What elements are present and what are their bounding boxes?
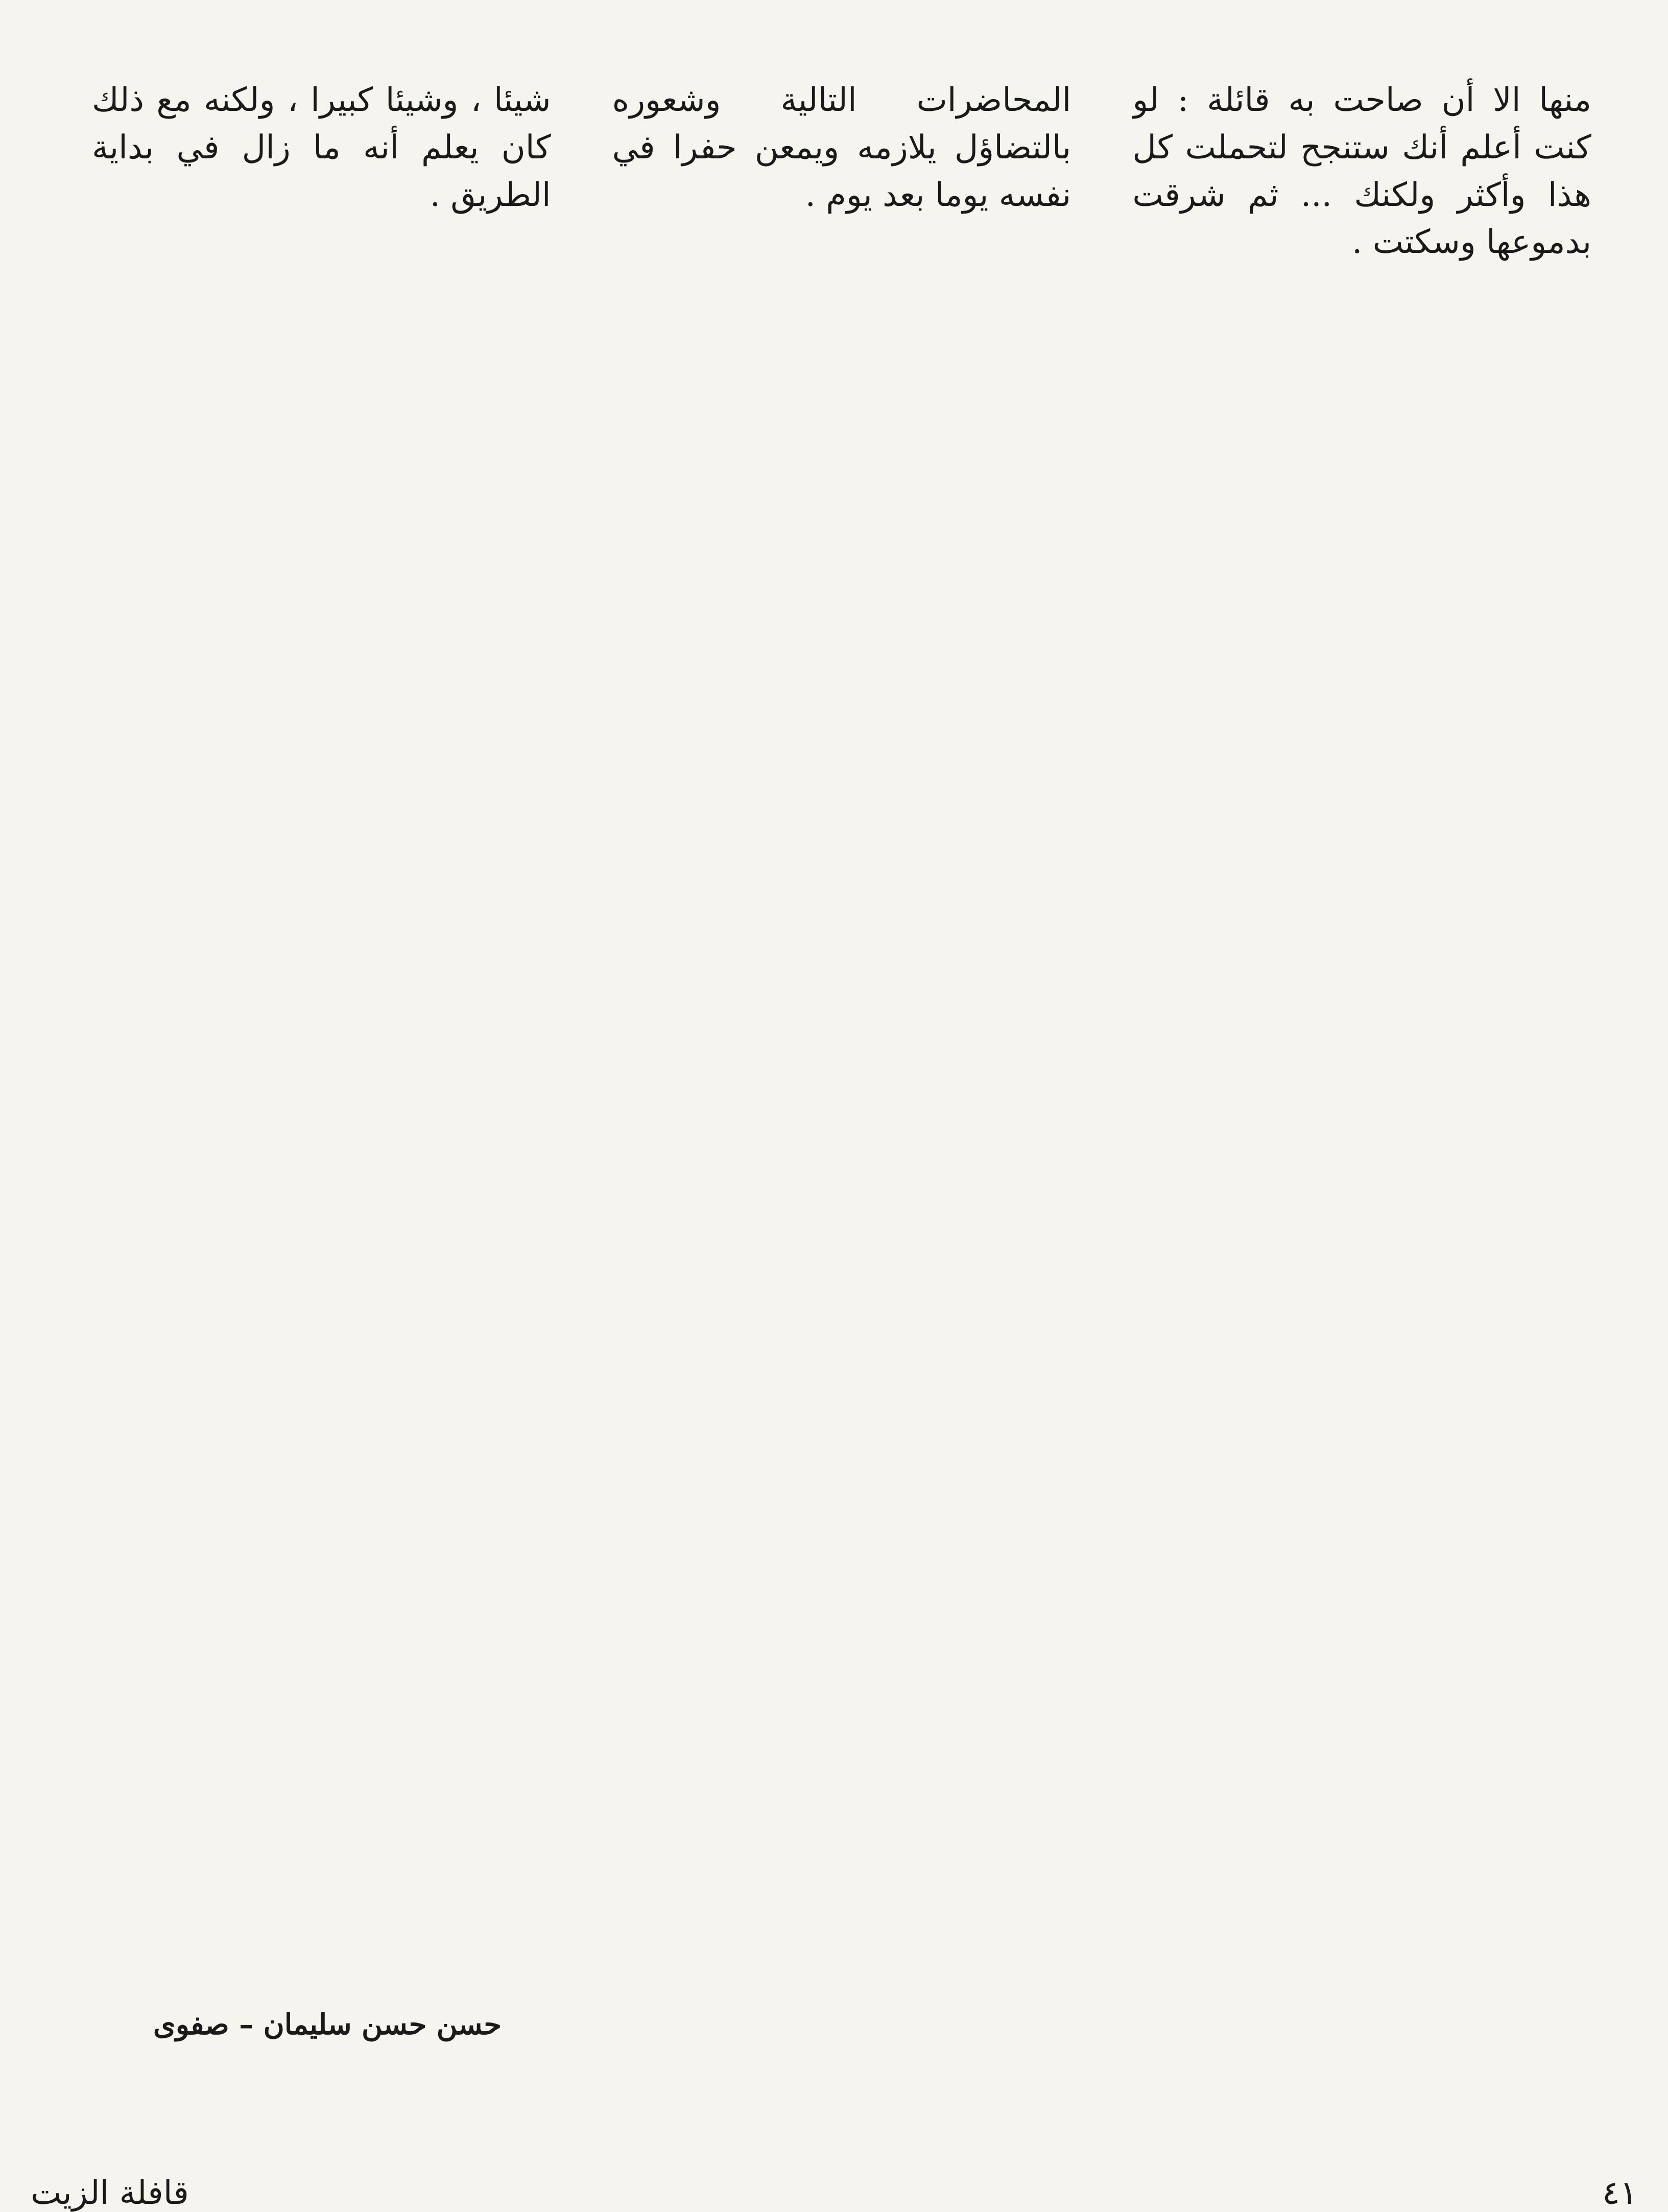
- paragraph: منها الا أن صاحت به قائلة : لو كنت أعلم أنك ستنجح لتحملت كل هذا وأكثر ولكنك ... ثم شرقت بدموعها وسكتت .: [1132, 81, 1591, 262]
- column-right: [1132, 77, 1591, 2052]
- column-middle: [612, 77, 1071, 2052]
- page-number: ٤١: [1602, 2174, 1637, 2212]
- author-signature: حسن حسن سليمان – صفوى: [153, 2008, 502, 2041]
- column-left: [92, 77, 551, 2052]
- article-columns: [92, 77, 1591, 2052]
- magazine-name: قافلة الزيت: [31, 2174, 189, 2212]
- paragraph: المحاضرات التالية وشعوره بالتضاؤل يلازمه ويمعن حفرا في نفسه يوما بعد يوم .: [612, 81, 1071, 214]
- paragraph: شيئا ، وشيئا كبيرا ، ولكنه مع ذلك كان يعلم أنه ما زال في بداية الطريق .: [92, 81, 551, 214]
